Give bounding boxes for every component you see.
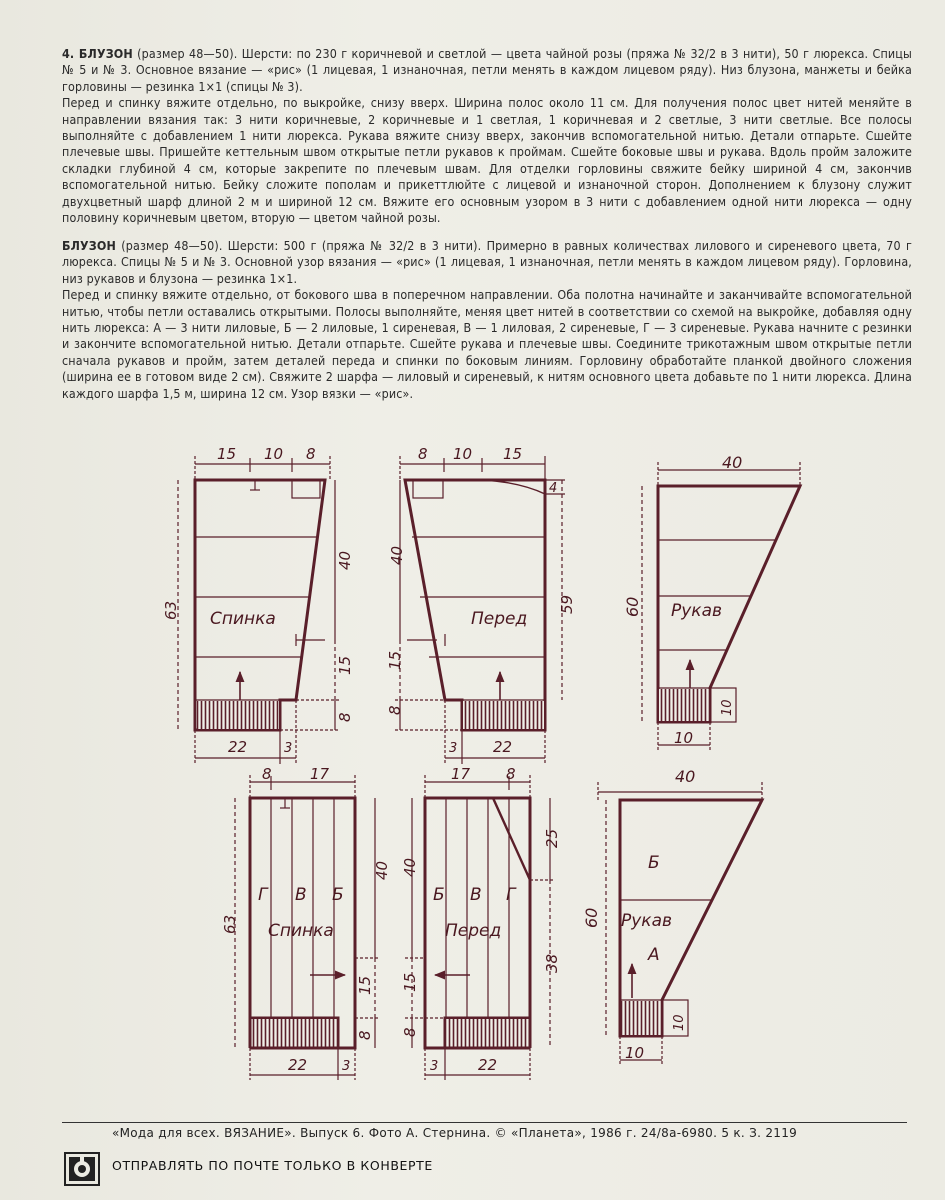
bottom-front-dim-5: 15: [401, 972, 419, 992]
top-front-dim-9: 22: [493, 738, 513, 756]
publisher-logo-icon: [64, 1152, 100, 1186]
section-2-heading: БЛУЗОН: [62, 238, 116, 253]
section-1-instructions: Перед и спинку вяжите отдельно, по выкройке, снизу вверх. Ширина полос около 11 см. Для получения полос цвет нитей меняйте в направлении вязания так: 3 нити коричневые, 2 коричневые и 1 светлая, 1 коричневая и 2 светлые, 3 нити светлые. Все полосы выполняйте с добавлением 1 нити люрекса. Рукава вяжите снизу вверх, закончив вспомогательной нитью. Детали отпарьте. Сшейте плечевые швы. Пришейте кеттельным швом открытые петли рукавов к проймам. Сшейте боковые швы и рукава. Вдоль пройм заложите складки глубиной 4 см, которые закрепите по плечевым швам. Для отделки горловины свяжите бейку шириной 4 см, закончив вспомогательной нитью. Бейку сложите пополам и прикеттлюйте с лицевой и изнаночной сторон. Дополнением к блузону служит двухцветный шарф длиной 2 м и шириной 12 см. Вяжите его основным узором в 3 нити с добавлением одной нити люрекса — одну половину коричневым цветом, вторую — цветом чайной розы.: [62, 95, 912, 226]
bottom-back-dim-7: 3: [342, 1059, 351, 1074]
bottom-front-name: Перед: [445, 921, 502, 941]
top-front-dim-5: 59: [558, 594, 576, 614]
top-front-dim-4: 40: [388, 545, 406, 565]
bottom-sleeve-stripe-0: Б: [648, 853, 660, 873]
bottom-back-dim-1: 17: [310, 765, 330, 783]
bottom-front-dim-6: 8: [401, 1027, 419, 1037]
bottom-sleeve-stripe-1: А: [648, 945, 660, 965]
top-back-dim-0: 15: [217, 445, 237, 463]
top-back-dim-2: 8: [306, 445, 316, 463]
top-back-dim-5: 15: [336, 655, 354, 675]
top-back-dim-8: 3: [284, 741, 293, 756]
bottom-front-dim-1: 8: [506, 765, 516, 783]
bottom-back-dim-6: 22: [288, 1056, 308, 1074]
bottom-back-stripe-1: В: [295, 885, 307, 905]
top-sleeve-dim-3: 10: [674, 729, 694, 747]
footer-divider: [62, 1122, 907, 1123]
top-back-dim-6: 8: [336, 712, 354, 722]
top-sleeve-dim-1: 60: [623, 596, 642, 617]
top-back-dim-4: 40: [336, 550, 354, 570]
bottom-back-dim-3: 40: [373, 860, 391, 880]
top-front-dim-7: 8: [386, 705, 404, 715]
bottom-front-dim-3: 40: [401, 857, 419, 877]
top-sleeve-dim-2: 10: [720, 699, 735, 716]
bottom-front-dim-8: 22: [478, 1056, 498, 1074]
bottom-front-dim-0: 17: [451, 765, 471, 783]
bottom-sleeve-dim-1: 60: [582, 907, 601, 928]
bottom-back-dim-2: 63: [221, 914, 239, 934]
bottom-front-stripe-1: В: [470, 885, 482, 905]
bottom-sleeve-dim-3: 10: [625, 1044, 645, 1062]
bottom-front-stripe-0: Б: [433, 885, 445, 905]
top-front-dim-2: 15: [503, 445, 523, 463]
bottom-back-dim-4: 15: [356, 975, 374, 995]
top-back-dim-1: 10: [264, 445, 284, 463]
top-front-dim-0: 8: [418, 445, 428, 463]
footer-mail-notice: ОТПРАВЛЯТЬ ПО ПОЧТЕ ТОЛЬКО В КОНВЕРТЕ: [112, 1158, 433, 1173]
section-1-heading: 4. БЛУЗОН: [62, 46, 133, 61]
section-2-materials: (размер 48—50). Шерсти: 500 г (пряжа № 32/2 в 3 нити). Примерно в равных количествах лилового и сиреневого цвета, 70 г люрекса. Спицы № 5 и № 3. Основной узор вязания — «рис» (1 лицевая, 1 изнаночная, петли менять в каждом лицевом ряду). Горловина, низ рукавов и блузона — резинка 1×1.: [62, 238, 912, 286]
bottom-front-stripe-2: Г: [506, 885, 516, 905]
top-sleeve-name: Рукав: [671, 601, 723, 621]
bottom-back-name: Спинка: [268, 921, 334, 941]
top-back-dim-7: 22: [228, 738, 248, 756]
bottom-back-dim-0: 8: [262, 765, 272, 783]
bottom-sleeve-dim-0: 40: [675, 767, 696, 786]
bottom-front-dim-4: 38: [543, 953, 561, 973]
bottom-sleeve-dim-2: 10: [672, 1014, 687, 1031]
section-2-instructions: Перед и спинку вяжите отдельно, от бокового шва в поперечном направлении. Оба полотна начинайте и заканчивайте вспомогательной нитью, чтобы петли оставались открытыми. Полосы выполняйте, меняя цвет нитей в соответствии со схемой на выкройке, добавляя одну нить люрекса: А — 3 нити лиловые, Б — 2 лиловые, 1 сиреневая, В — 1 лиловая, 2 сиреневые, Г — 3 сиреневые. Рукава начните с резинки и закончите вспомогательной нитью. Детали отпарьте. Сшейте рукава и плечевые швы. Соедините трикотажным швом открытые петли сначала рукавов и пройм, затем деталей переда и спинки по боковым линиям. Горловину обработайте планкой двойного сложения (ширина ее в готовом виде 2 см). Свяжите 2 шарфа — лиловый и сиреневый, к нитям основного цвета добавьте по 1 нити люрекса. Длина каждого шарфа 1,5 м, ширина 12 см. Узор вязки — «рис».: [62, 287, 912, 401]
top-front-dim-6: 15: [386, 650, 404, 670]
top-back-name: Спинка: [210, 609, 276, 629]
top-back-dim-3: 63: [162, 600, 180, 620]
bottom-back-stripe-2: Б: [332, 885, 344, 905]
top-front-name: Перед: [471, 609, 528, 629]
bottom-back-stripe-0: Г: [258, 885, 268, 905]
section-1-materials: (размер 48—50). Шерсти: по 230 г коричневой и светлой — цвета чайной розы (пряжа № 32/2 в 3 нити), 50 г люрекса. Спицы № 5 и № 3. Основное вязание — «рис» (1 лицевая, 1 изнаночная, петли менять в каждом лицевом ряду). Низ блузона, манжеты и бейка горловины — резинка 1×1 (спицы № 3).: [62, 46, 912, 94]
bottom-sleeve-name: Рукав: [621, 911, 673, 931]
footer-credits: «Мода для всех. ВЯЗАНИЕ». Выпуск 6. Фото А. Стернина. © «Планета», 1986 г. 24/8а-6980. 5 к. З. 2119: [112, 1126, 798, 1140]
top-front-dim-3: 4: [549, 481, 558, 496]
bottom-back-dim-5: 8: [356, 1030, 374, 1040]
top-sleeve-dim-0: 40: [722, 453, 743, 472]
top-front-dim-1: 10: [453, 445, 473, 463]
bottom-front-dim-2: 25: [543, 828, 561, 848]
bottom-front-dim-7: 3: [430, 1059, 439, 1074]
top-front-dim-8: 3: [449, 741, 458, 756]
